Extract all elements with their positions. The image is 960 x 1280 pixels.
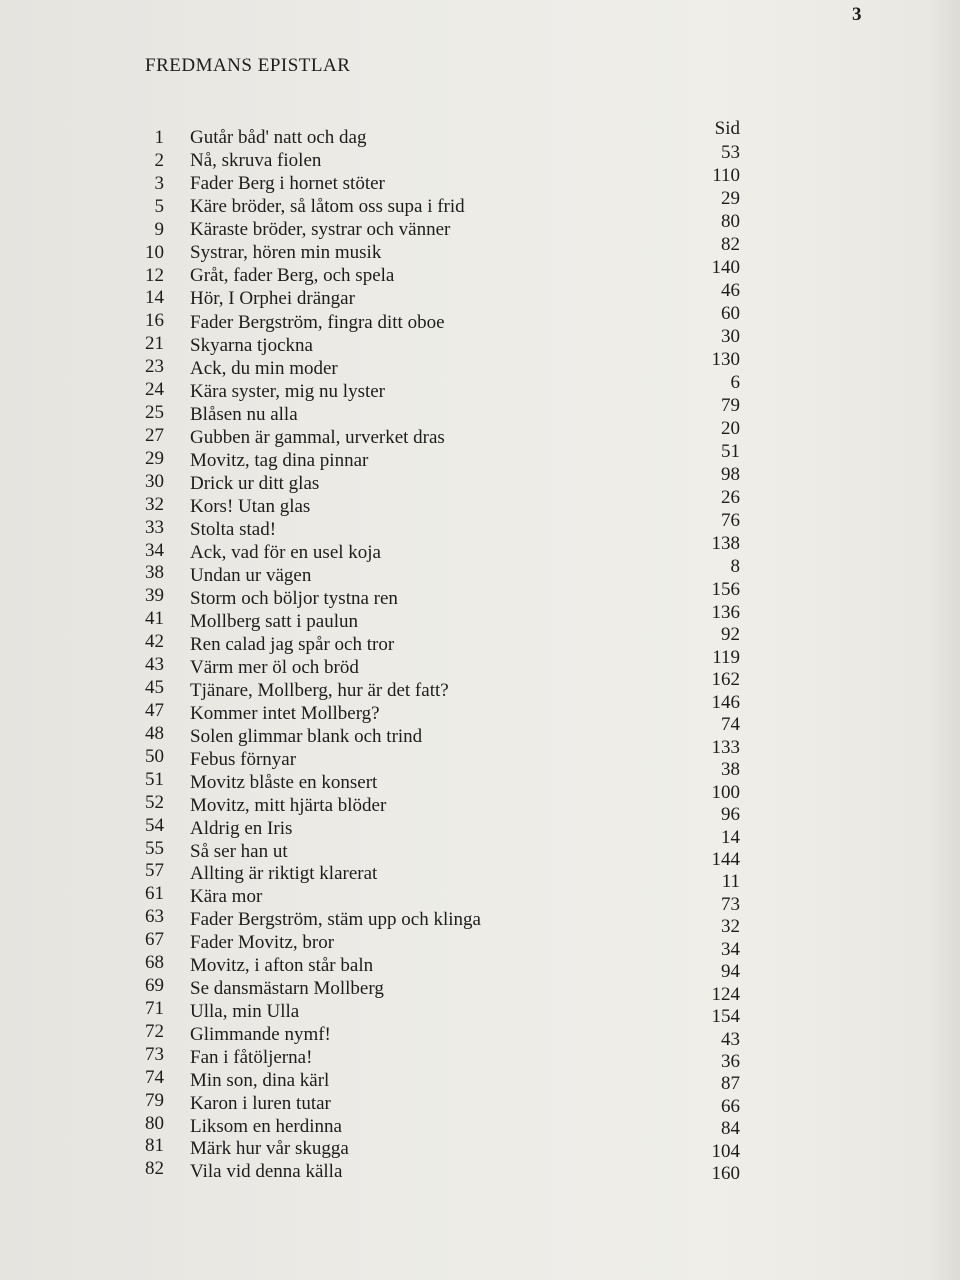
entry-title: Käraste bröder, systrar och vänner xyxy=(190,219,451,241)
entry-number: 82 xyxy=(145,1158,164,1180)
entry-page: 66 xyxy=(721,1095,740,1117)
entry-title: Stolta stad! xyxy=(190,519,277,541)
entry-number: 9 xyxy=(154,218,164,240)
entry-number: 2 xyxy=(154,149,164,171)
entry-number: 30 xyxy=(145,470,164,492)
entry-page: 76 xyxy=(721,510,740,531)
page-column-label: Sid xyxy=(714,118,740,139)
entry-title: Gubben är gammal, urverket dras xyxy=(190,426,445,448)
entry-number: 52 xyxy=(145,791,164,813)
entry-title: Aldrig en Iris xyxy=(190,817,293,839)
entry-page: 53 xyxy=(721,142,740,163)
entry-title: Undan ur vägen xyxy=(190,565,312,587)
entry-number: 57 xyxy=(145,860,164,882)
entry-title: Drick ur ditt glas xyxy=(190,473,320,495)
entry-number: 69 xyxy=(145,975,164,997)
entry-title: Allting är riktigt klarerat xyxy=(190,863,378,885)
entry-title: Solen glimmar blank och trind xyxy=(190,725,423,747)
entry-title: Ulla, min Ulla xyxy=(190,1000,300,1022)
entry-title: Värm mer öl och bröd xyxy=(190,657,359,679)
entry-number: 34 xyxy=(145,539,164,561)
entry-title: Karon i luren tutar xyxy=(190,1092,331,1114)
entry-number: 67 xyxy=(145,929,164,951)
entry-number: 1 xyxy=(154,127,164,148)
entry-number: 27 xyxy=(145,424,164,446)
entry-page: 51 xyxy=(721,441,740,462)
entry-title: Fan i fåtöljerna! xyxy=(190,1046,313,1068)
entry-number: 63 xyxy=(145,906,164,928)
entry-page: 136 xyxy=(711,602,740,623)
entry-page: 92 xyxy=(721,624,740,646)
entry-number: 68 xyxy=(145,952,164,974)
entry-page: 46 xyxy=(721,280,740,301)
entry-title: Käre bröder, så låtom oss supa i frid xyxy=(190,196,465,218)
entry-number: 41 xyxy=(145,608,164,630)
entry-page: 133 xyxy=(711,736,740,758)
entry-number: 12 xyxy=(145,264,164,286)
entry-page: 94 xyxy=(721,961,740,983)
entry-page: 11 xyxy=(721,871,740,893)
entry-title: Systrar, hören min musik xyxy=(190,242,382,264)
entry-number: 48 xyxy=(145,722,164,744)
entry-page: 36 xyxy=(721,1051,740,1072)
page-heading: FREDMANS EPISTLAR xyxy=(145,55,351,76)
entry-title: Ren calad jag spår och tror xyxy=(190,634,395,656)
entry-number: 24 xyxy=(145,379,164,401)
entry-page: 146 xyxy=(711,691,740,713)
entry-number: 47 xyxy=(145,700,164,721)
entry-title: Movitz, tag dina pinnar xyxy=(190,449,369,471)
entry-page: 160 xyxy=(711,1163,740,1185)
entry-page: 82 xyxy=(721,234,740,255)
entry-page: 98 xyxy=(721,464,740,485)
entry-number: 21 xyxy=(145,333,164,355)
entry-title: Kära mor xyxy=(190,886,263,908)
entry-page: 87 xyxy=(721,1073,740,1095)
entry-page: 104 xyxy=(711,1140,740,1162)
entry-number: 80 xyxy=(145,1112,164,1134)
entry-title: Hör, I Orphei drängar xyxy=(190,288,355,310)
entry-page: 100 xyxy=(711,781,740,803)
entry-number: 71 xyxy=(145,997,164,1019)
entry-number: 14 xyxy=(145,287,164,309)
entry-title: Märk hur vår skugga xyxy=(190,1138,349,1160)
entry-number: 51 xyxy=(145,768,164,790)
entry-number: 29 xyxy=(145,447,164,469)
entry-page: 30 xyxy=(721,326,740,347)
entry-title: Gråt, fader Berg, och spela xyxy=(190,265,395,287)
entry-number: 81 xyxy=(145,1135,164,1157)
entry-title: Min son, dina kärl xyxy=(190,1069,330,1091)
entry-number: 45 xyxy=(145,677,164,699)
entry-title: Storm och böljor tystna ren xyxy=(190,588,398,610)
entry-number: 74 xyxy=(145,1066,164,1088)
entry-page: 38 xyxy=(721,759,740,781)
entry-page: 26 xyxy=(721,487,740,508)
entry-title: Glimmande nymf! xyxy=(190,1023,331,1045)
entry-page: 124 xyxy=(711,983,740,1005)
entry-title: Tjänare, Mollberg, hur är det fatt? xyxy=(190,680,449,702)
entry-page: 60 xyxy=(721,303,740,324)
entry-page: 110 xyxy=(712,165,740,186)
entry-number: 5 xyxy=(154,195,164,217)
entry-page: 29 xyxy=(721,188,740,209)
entry-title: Vila vid denna källa xyxy=(190,1161,343,1183)
entry-title: Ack, du min moder xyxy=(190,357,338,379)
entry-page: 8 xyxy=(730,556,740,577)
entry-page: 162 xyxy=(711,669,740,691)
entry-number: 43 xyxy=(145,654,164,676)
entry-number: 25 xyxy=(145,402,164,424)
entry-page: 79 xyxy=(721,395,740,416)
entry-page: 119 xyxy=(712,646,740,668)
entry-number: 42 xyxy=(145,631,164,653)
entry-page: 138 xyxy=(711,533,740,554)
entry-page: 156 xyxy=(711,579,740,600)
entry-number: 16 xyxy=(145,310,164,332)
entry-page: 154 xyxy=(711,1006,740,1028)
entry-number: 54 xyxy=(145,814,164,836)
entry-title: Kommer intet Mollberg? xyxy=(190,703,380,724)
entry-page: 73 xyxy=(721,893,740,915)
entry-title: Blåsen nu alla xyxy=(190,403,298,425)
entry-number: 10 xyxy=(145,241,164,263)
entry-number: 3 xyxy=(154,172,164,194)
entry-page: 74 xyxy=(721,714,740,736)
entry-number: 39 xyxy=(145,585,164,607)
entry-title: Movitz, mitt hjärta blöder xyxy=(190,794,387,816)
entry-page: 6 xyxy=(730,372,740,393)
entry-page: 20 xyxy=(721,418,740,439)
entry-title: Så ser han ut xyxy=(190,840,288,862)
entry-title: Movitz, i afton står baln xyxy=(190,955,374,977)
entry-title: Gutår båd' natt och dag xyxy=(190,127,367,148)
entry-title: Febus förnyar xyxy=(190,748,297,770)
entry-title: Liksom en herdinna xyxy=(190,1115,342,1137)
entry-title: Fader Movitz, bror xyxy=(190,932,335,954)
entry-title: Se dansmästarn Mollberg xyxy=(190,978,384,1000)
entry-title: Movitz blåste en konsert xyxy=(190,771,378,793)
entry-number: 61 xyxy=(145,883,164,905)
entry-title: Ack, vad för en usel koja xyxy=(190,542,381,564)
entry-page: 96 xyxy=(721,804,740,826)
entry-page: 80 xyxy=(721,211,740,232)
entry-title: Kors! Utan glas xyxy=(190,496,311,518)
entry-number: 79 xyxy=(145,1089,164,1111)
entry-number: 23 xyxy=(145,356,164,378)
entry-page: 34 xyxy=(721,938,740,960)
entry-title: Mollberg satt i paulun xyxy=(190,611,358,633)
entry-page: 144 xyxy=(711,848,740,870)
entry-title: Fader Bergström, stäm upp och klinga xyxy=(190,909,481,931)
page-number: 3 xyxy=(852,4,862,25)
entry-page: 130 xyxy=(711,349,740,370)
entry-title: Kära syster, mig nu lyster xyxy=(190,380,386,402)
entry-title: Skyarna tjockna xyxy=(190,334,313,356)
entry-number: 38 xyxy=(145,562,164,584)
entry-number: 50 xyxy=(145,745,164,767)
entry-number: 72 xyxy=(145,1020,164,1042)
entry-title: Fader Berg i hornet stöter xyxy=(190,173,385,195)
entry-title: Nå, skruva fiolen xyxy=(190,150,322,172)
entry-number: 73 xyxy=(145,1043,164,1065)
entry-page: 32 xyxy=(721,916,740,938)
entry-number: 32 xyxy=(145,493,164,515)
entry-title: Fader Bergström, fingra ditt oboe xyxy=(190,311,445,333)
page-gutter-shadow xyxy=(928,0,960,1280)
entry-page: 14 xyxy=(721,826,740,848)
entry-page: 84 xyxy=(721,1118,740,1140)
entry-page: 43 xyxy=(721,1028,740,1050)
entry-number: 55 xyxy=(145,837,164,859)
entry-number: 33 xyxy=(145,516,164,538)
entry-page: 140 xyxy=(711,257,740,278)
